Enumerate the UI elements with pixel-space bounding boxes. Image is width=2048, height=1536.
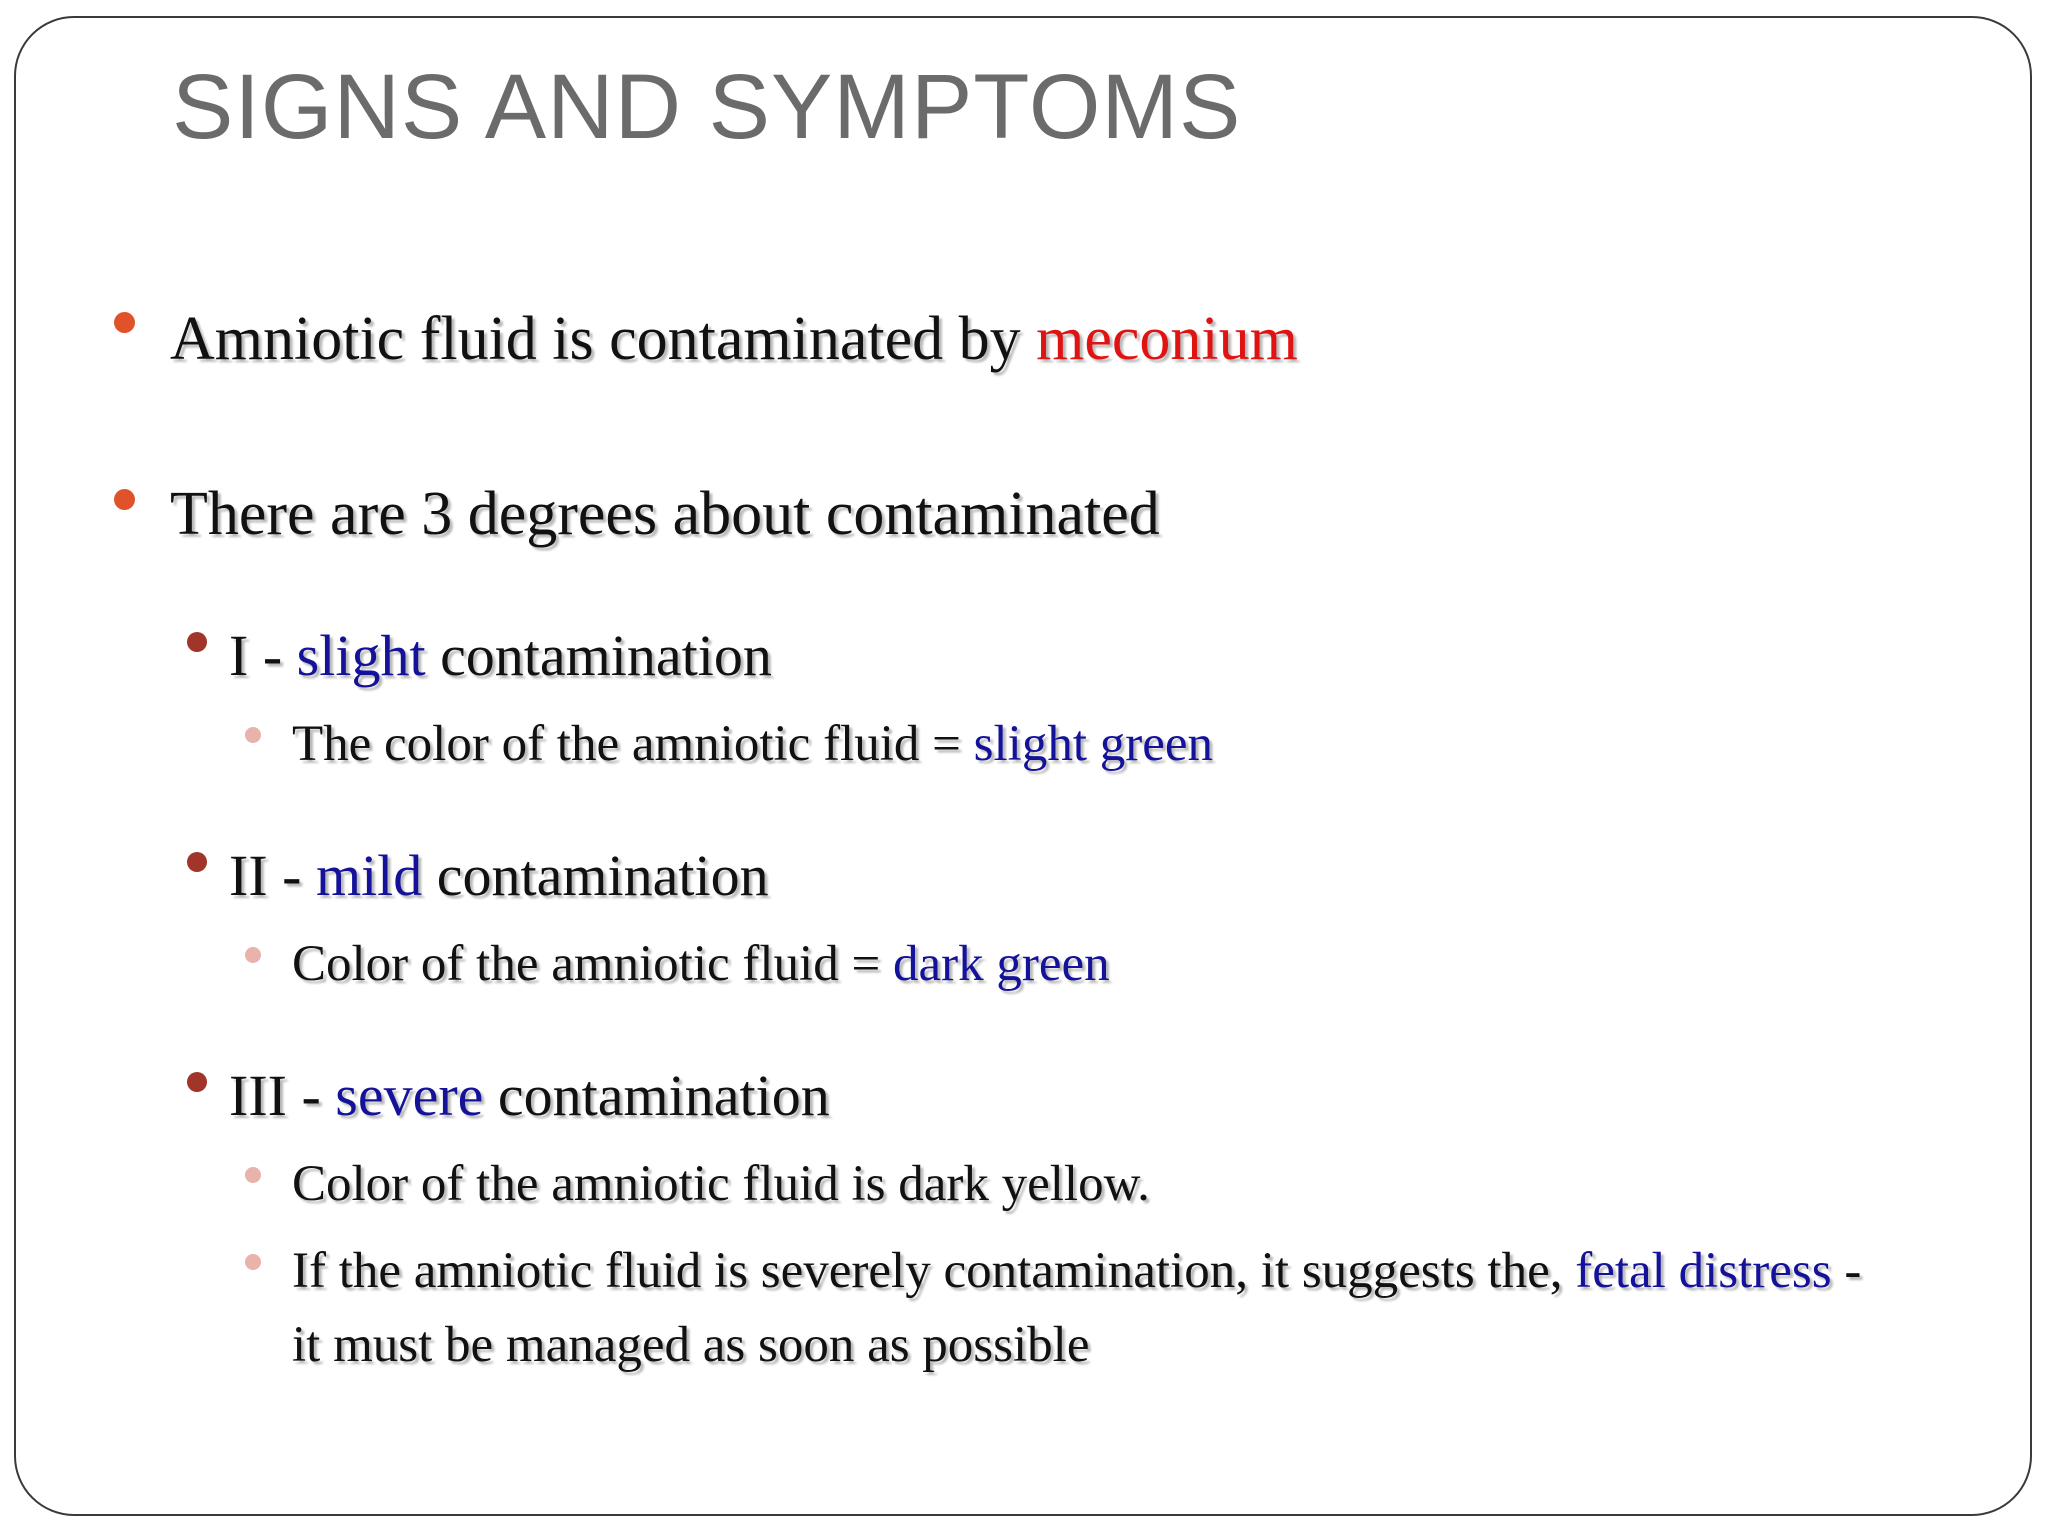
degree-1 [229, 623, 772, 688]
degree-keyword: severe [335, 1063, 484, 1128]
degree-3-detail-2-continuation: it must be managed as soon as possible [292, 1317, 1090, 1373]
detail-text: Color of the amniotic fluid = [292, 936, 893, 992]
detail-highlight: fetal distress [1575, 1243, 1832, 1299]
sub-bullet-dot [187, 852, 207, 872]
sub-bullet-dot [187, 1072, 207, 1092]
detail-bullet-dot [245, 727, 261, 743]
detail-highlight: dark green [893, 936, 1110, 992]
bullet-text: Amniotic fluid is contaminated by [170, 305, 1037, 373]
bullet-degrees: There are 3 degrees about contaminated [170, 480, 1160, 548]
detail-highlight: slight green [973, 716, 1214, 772]
sub-bullet-dot [187, 632, 207, 652]
degree-prefix: I - [229, 623, 297, 688]
detail-bullet-dot [245, 947, 261, 963]
degree-prefix: III - [229, 1063, 336, 1128]
bullet-meconium [170, 305, 1298, 373]
detail-bullet-dot [245, 1254, 261, 1270]
degree-suffix: contamination [425, 623, 772, 688]
bullet-dot [114, 312, 135, 333]
degree-3-detail-1: Color of the amniotic fluid is dark yellow. [292, 1156, 1150, 1212]
detail-after: - [1831, 1243, 1862, 1299]
degree-3-detail-2 [292, 1243, 1862, 1299]
degree-keyword: slight [296, 623, 426, 688]
degree-keyword: mild [315, 843, 423, 908]
detail-text: If the amniotic fluid is severely contamination, it suggests the, [292, 1243, 1576, 1299]
degree-suffix: contamination [483, 1063, 830, 1128]
degree-2 [229, 843, 769, 908]
detail-bullet-dot [245, 1167, 261, 1183]
slide-title: SIGNS AND SYMPTOMS [172, 56, 1242, 158]
degree-suffix: contamination [422, 843, 769, 908]
degree-2-detail [292, 936, 1110, 992]
degree-prefix: II - [229, 843, 316, 908]
degree-3 [229, 1063, 830, 1128]
detail-text: The color of the amniotic fluid = [292, 716, 974, 772]
highlight-meconium: meconium [1036, 305, 1298, 373]
degree-1-detail [292, 716, 1214, 772]
bullet-dot [114, 489, 135, 510]
